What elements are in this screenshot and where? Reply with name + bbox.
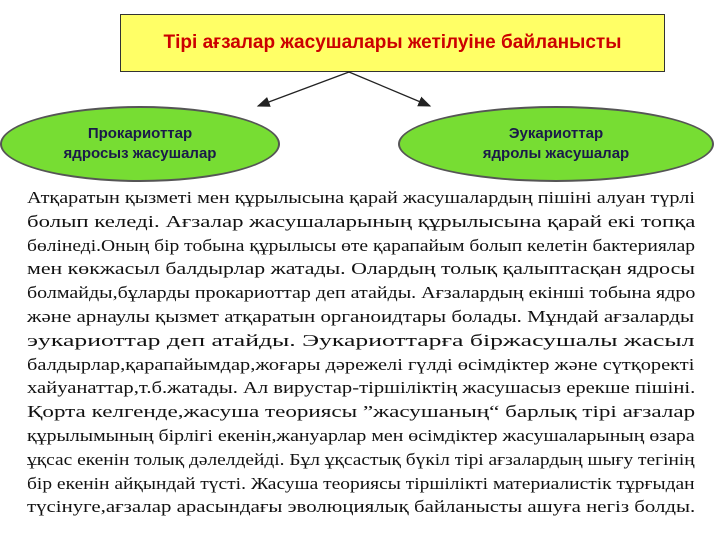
eukaryotes-name: Эукариоттар — [508, 125, 604, 142]
eukaryotes-node — [398, 106, 714, 182]
explanatory-paragraph — [27, 186, 697, 519]
paragraph-line: болмайды,бұларды прокариоттар деп атайды. Ағзалардың екінші тобына ядро — [27, 283, 696, 303]
paragraph-line: ұқсас екенін толық дәлелдейді. Бұл ұқсастық бүкіл тірі ағзалардың шығу тегінің — [27, 449, 695, 469]
prokaryotes-description: ядросыз жасушалар — [63, 145, 217, 162]
paragraph-line: Қорта келгенде,жасуша теориясы ”жасушаның“ барлық тірі ағзалар — [27, 402, 696, 422]
paragraph-line: бір екенін айқындай түсті. Жасуша теориясы тіршілікті материалистік тұрғыдан — [27, 473, 695, 493]
diagram-title-text: Тірі ағзалар жасушалары жетілуіне байланысты — [163, 32, 622, 53]
eukaryotes-description: ядролы жасушалар — [482, 145, 630, 162]
prokaryotes-node — [0, 106, 280, 182]
arrow-to-prokaryotes — [258, 72, 349, 106]
paragraph-line: болып келеді. Ағзалар жасушаларының құрылысына қарай екі топқа — [27, 211, 696, 231]
paragraph-line: және арнаулы қызмет атқаратын органоидтары болады. Мұндай ағзаларды — [27, 306, 695, 326]
prokaryotes-name: Прокариоттар — [87, 125, 193, 142]
arrow-to-eukaryotes — [349, 72, 430, 106]
paragraph-line: балдырлар,қарапайымдар,жоғары дәрежелі гүлді өсімдіктер және сүтқоректі — [27, 354, 695, 374]
paragraph-line: эукариоттар деп атайды. Эукариоттарға біржасушалы жасыл — [27, 330, 695, 350]
paragraph-line: Атқаратын қызметі мен құрылысына қарай жасушалардың пішіні алуан түрлі — [27, 188, 695, 207]
paragraph-line: хайуанаттар,т.б.жатады. Ал вирустар-тіршіліктің жасушасыз ерекше пішіні. — [27, 378, 696, 398]
paragraph-line: құрылымының бірлігі екенін,жануарлар мен өсімдіктер жасушаларының өзара — [27, 425, 695, 445]
paragraph-line: мен көкжасыл балдырлар жатады. Олардың толық қалыптасқан ядросы — [27, 259, 695, 279]
paragraph-line: бөлінеді.Оның бір тобына құрылысы өте қарапайым болып келетін бактериялар — [27, 235, 696, 255]
paragraph-line: түсінуге,ағзалар арасындағы эволюциялық байланысты ашуға негіз болды. — [27, 497, 696, 517]
